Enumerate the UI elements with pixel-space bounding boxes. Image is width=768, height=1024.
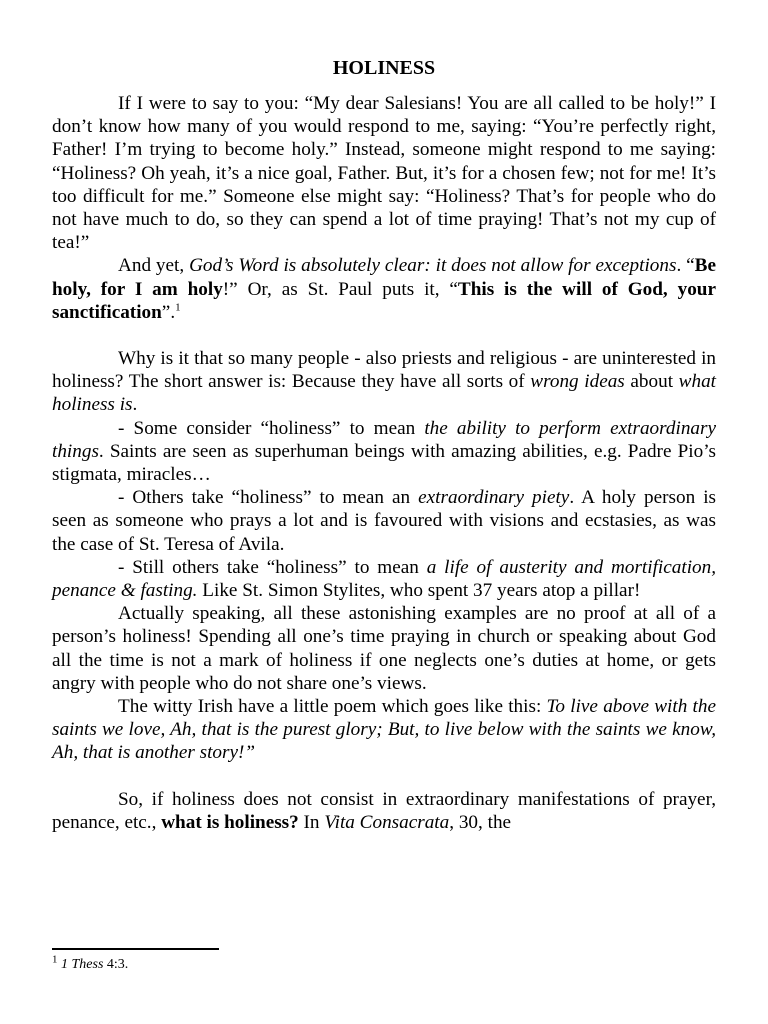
- italic-run: the ability to perform extraordinary things: [52, 417, 716, 462]
- list-item-extraordinary-things: [52, 417, 716, 487]
- footnote-text: 4:3.: [103, 957, 129, 972]
- bold-quote: Be holy, for I am holy: [52, 255, 716, 300]
- bold-quote: This is the will of God, your sanctification: [52, 278, 716, 323]
- text-run: Why is it that so many people - also priests and religious - are uninterested in holiness? The short answer is: Because they have all sorts of: [52, 348, 716, 393]
- text-run: - Still others take “holiness” to mean: [118, 556, 427, 578]
- text-run: ”.: [161, 301, 176, 323]
- italic-run: a life of austerity and mortification, penance & fasting.: [52, 556, 717, 602]
- italic-run: what holiness is: [52, 371, 716, 416]
- paragraph-why: [52, 347, 716, 417]
- italic-run: extraordinary piety: [418, 487, 570, 509]
- footnote-number: 1: [52, 953, 58, 966]
- text-run: !” Or, as St. Paul puts it, “: [222, 278, 458, 300]
- text-run: - Others take “holiness” to mean an: [118, 487, 419, 509]
- text-run: , 30, the: [449, 811, 512, 833]
- footnote: [52, 953, 129, 974]
- italic-run: wrong ideas: [530, 371, 625, 393]
- text-run: about: [624, 371, 679, 393]
- body-text: [52, 92, 716, 834]
- text-run: . A holy person is seen as someone who prays a lot and is favoured with visions and ecstasies, as was the case of St. Teresa of Avila.: [52, 487, 716, 555]
- paragraph-intro: [52, 92, 716, 254]
- text-run: - Some consider “holiness” to mean: [118, 417, 425, 439]
- paragraph-text: Actually speaking, all these astonishing examples are no proof at all of a person’s holiness! Spending all one’s time praying in church or speaking about God all the time is not a mark of holiness if one neglects one’s duties at home, or gets angry with people who do not share one’s views.: [52, 603, 716, 694]
- paragraph-gods-word: [52, 254, 716, 324]
- text-run: The witty Irish have a little poem which goes like this:: [118, 696, 547, 718]
- italic-run: God’s Word is absolutely clear: it does not allow for exceptions: [189, 255, 677, 277]
- bold-run: what is holiness?: [161, 811, 299, 833]
- list-item-piety: [52, 486, 716, 556]
- footnote-reference: 1 Thess: [61, 957, 104, 972]
- list-item-austerity: [52, 556, 716, 602]
- italic-poem: To live above with the saints we love, Ah, that is the purest glory; But, to live below with the saints we know, Ah, that is another story!”: [52, 696, 716, 764]
- paragraph-irish-poem: [52, 695, 716, 765]
- text-run: . Saints are seen as superhuman beings with amazing abilities, e.g. Padre Pio’s stigmata, miracles…: [52, 440, 716, 486]
- text-run: . “: [676, 255, 695, 277]
- page-title: HOLINESS: [332, 57, 436, 79]
- text-run: Like St. Simon Stylites, who spent 37 years atop a pillar!: [197, 580, 641, 602]
- paragraph-what-is-holiness: [52, 788, 716, 834]
- text-run: .: [132, 394, 138, 416]
- footnote-divider: [52, 948, 219, 950]
- text-run: In: [298, 811, 325, 833]
- paragraph-actually: [52, 602, 716, 695]
- text-run: And yet,: [118, 255, 190, 277]
- footnote-marker: 1: [175, 301, 181, 314]
- paragraph-text: If I were to say to you: “My dear Salesians! You are all called to be holy!” I don’t know how many of you would respond to me, saying: “You’re perfectly right, Father! I’m trying to become holy.” Instead, someone might respond to me saying: “Holiness? Oh yeah, it’s a nice goal, Father. But, it’s for a chosen few; not for me! It’s too difficult for me.” Someone else might say: “Holiness? That’s for people who do not have much to do, so they can spend a lot of time praying! That’s not my cup of tea!”: [52, 93, 716, 254]
- text-run: So, if holiness does not consist in extraordinary manifestations of prayer, penance, etc.,: [52, 788, 716, 833]
- italic-run: Vita Consacrata: [324, 811, 450, 833]
